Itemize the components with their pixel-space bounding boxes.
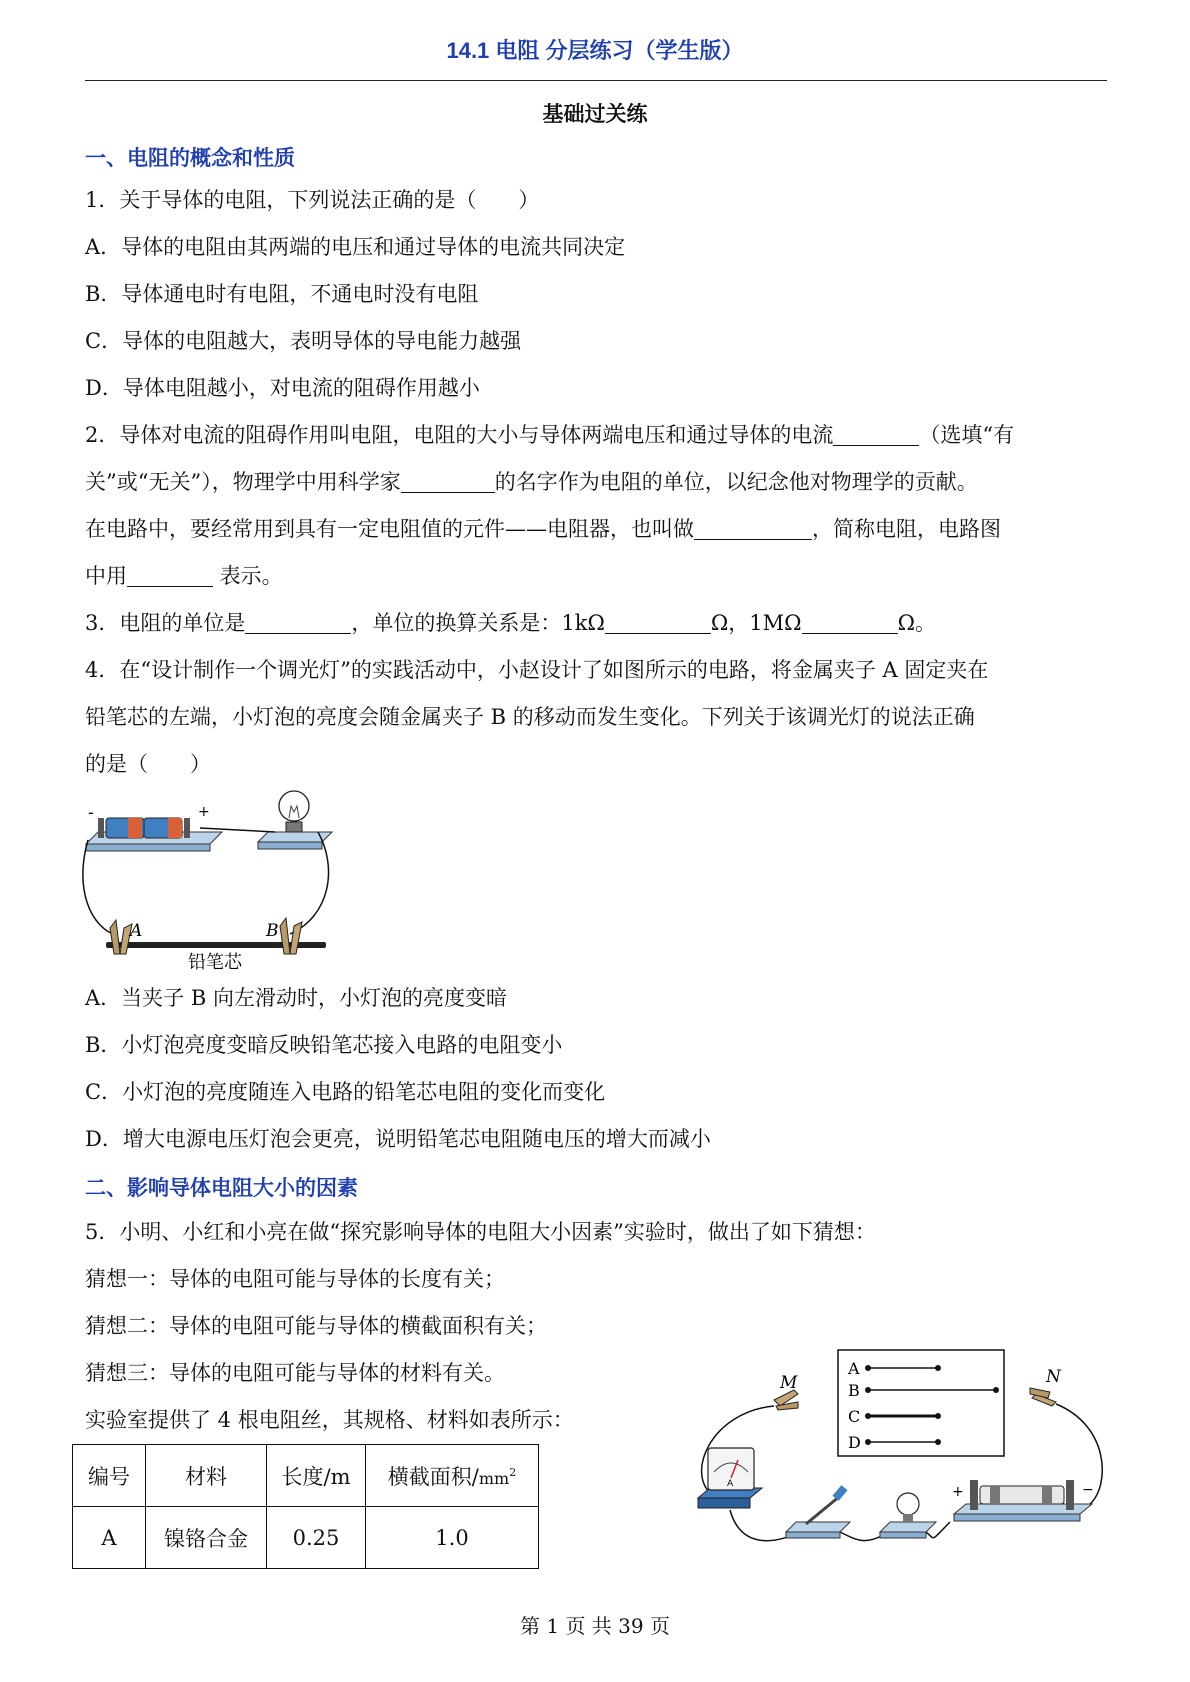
q4-line-1: 4．在“设计制作一个调光灯”的实践活动中，小赵设计了如图所示的电路，将金属夹子 A 固定夹在: [85, 658, 989, 682]
terminal-dot: [865, 1439, 871, 1445]
header-unit: mm: [478, 1468, 510, 1488]
q2-text: 在电路中，要经常用到具有一定电阻值的元件——电阻器，也叫做: [85, 517, 694, 541]
minus-label: −: [1082, 1482, 1094, 1498]
clip-b-icon: [290, 922, 302, 954]
lamp-base: [880, 1522, 936, 1532]
table-cell: 1.0: [366, 1507, 539, 1569]
q2-line-3: [85, 515, 1001, 543]
clip-m-label: M: [780, 1373, 798, 1393]
q2-line-2: [85, 468, 978, 496]
table-row: [73, 1507, 539, 1569]
battery-base-front: [954, 1514, 1080, 1521]
clip-n-label: N: [1046, 1367, 1061, 1387]
pencil-lead-circuit-figure: [80, 788, 360, 970]
section-subtitle: 基础过关练: [542, 103, 648, 126]
q2-line-1: [85, 421, 1014, 449]
table-cell: A: [73, 1507, 146, 1569]
header-unit-exp: 2: [509, 1465, 517, 1479]
page-footer: 第 1 页 共 39 页: [520, 1614, 670, 1638]
wire: [200, 828, 275, 832]
experiment-circuit-figure: [690, 1346, 1120, 1548]
q5-stem: 5．小明、小红和小亮在做“探究影响导体的电阻大小因素”实验时，做出了如下猜想：: [85, 1220, 876, 1244]
terminal-dot: [865, 1387, 871, 1393]
lamp-base-front: [880, 1532, 926, 1538]
q1-option-d: D．导体电阻越小，对电流的阻碍作用越小: [85, 376, 480, 400]
q5-guess-2: 猜想二：导体的电阻可能与导体的横截面积有关；: [85, 1314, 547, 1338]
pencil-lead-caption: 铅笔芯: [188, 952, 242, 970]
terminal-dot: [935, 1439, 941, 1445]
clip-b-label: B: [266, 921, 279, 941]
battery-band: [990, 1486, 1000, 1504]
battery-holder: [1066, 1480, 1074, 1510]
q4-option-c: C．小灯泡的亮度随连入电路的铅笔芯电阻的变化而变化: [85, 1080, 606, 1104]
answer-blank[interactable]: [401, 470, 495, 493]
minus-label: -: [88, 803, 94, 822]
section-heading-1: 一、电阻的概念和性质: [85, 147, 295, 170]
q4-line-3: 的是（ ）: [85, 752, 211, 776]
answer-blank[interactable]: [833, 423, 919, 446]
resistance-wire-board: [838, 1350, 1004, 1456]
wire-label: C: [848, 1407, 861, 1426]
wire: [840, 1532, 886, 1541]
header-rule: [85, 80, 1107, 81]
answer-blank[interactable]: [802, 611, 898, 634]
answer-blank[interactable]: [694, 517, 812, 540]
q1-stem: 1．关于导体的电阻，下列说法正确的是（ ）: [85, 188, 540, 212]
header-text: 横截面积/: [387, 1464, 479, 1489]
battery-holder: [184, 818, 190, 838]
clip-a-icon: [110, 920, 120, 954]
q2-text: 的名字作为电阻的单位，以纪念他对物理学的贡献。: [494, 470, 978, 494]
q5-table-intro: 实验室提供了 4 根电阻丝，其规格、材料如表所示：: [85, 1408, 574, 1432]
plus-label: +: [952, 1484, 964, 1500]
q2-text: ，简称电阻，电路图: [812, 517, 1001, 541]
q1-option-c: C．导体的电阻越大，表明导体的导电能力越强: [85, 329, 522, 353]
ammeter-label: A: [727, 1479, 734, 1489]
battery-base-front: [86, 844, 210, 851]
battery-holder: [98, 818, 104, 838]
clip-a-label: A: [130, 921, 143, 941]
q4-option-b: B．小灯泡亮度变暗反映铅笔芯接入电路的电阻变小: [85, 1033, 563, 1057]
table-header-row: [73, 1445, 539, 1507]
lamp-socket: [903, 1514, 913, 1522]
table-cell: 镍铬合金: [146, 1507, 267, 1569]
q2-text: 关”或“无关”），物理学中用科学家: [85, 470, 401, 494]
q5-guess-3: 猜想三：导体的电阻可能与导体的材料有关。: [85, 1361, 505, 1385]
q1-option-a: A．导体的电阻由其两端的电压和通过导体的电流共同决定: [85, 235, 626, 259]
header-cell: 材料: [146, 1445, 267, 1507]
ammeter-base-front: [698, 1498, 750, 1508]
terminal-dot: [865, 1365, 871, 1371]
q4-line-2: 铅笔芯的左端，小灯泡的亮度会随金属夹子 B 的移动而发生变化。下列关于该调光灯的说法正确: [85, 705, 975, 729]
plus-label: +: [198, 804, 210, 820]
battery-holder: [970, 1480, 978, 1510]
q2-text: 中用: [85, 564, 127, 588]
switch-base-front: [786, 1532, 840, 1538]
lamp-socket: [286, 822, 302, 832]
header-cell: 编号: [73, 1445, 146, 1507]
terminal-dot: [865, 1413, 871, 1419]
wire: [83, 840, 118, 936]
wire-label: A: [848, 1359, 860, 1378]
section-heading-2: 二、影响导体电阻大小的因素: [85, 1177, 358, 1200]
lamp-base-front: [258, 842, 322, 849]
q3-text: ，单位的换算关系是：1kΩ: [351, 611, 605, 635]
light-bulb-icon: [897, 1493, 919, 1515]
answer-blank[interactable]: [127, 564, 213, 587]
clip-b-icon: [280, 918, 290, 954]
q3-text: Ω。: [897, 611, 936, 635]
q2-text: 表示。: [213, 564, 283, 588]
q3-line: [85, 609, 936, 637]
light-bulb-icon: [279, 791, 309, 821]
header-cell: 长度/m: [267, 1445, 366, 1507]
answer-blank[interactable]: [245, 611, 351, 634]
q5-guess-1: 猜想一：导体的电阻可能与导体的长度有关；: [85, 1267, 505, 1291]
q1-option-b: B．导体通电时有电阻，不通电时没有电阻: [85, 282, 479, 306]
battery-band: [168, 818, 182, 838]
terminal-dot: [935, 1413, 941, 1419]
table-cell: 0.25: [267, 1507, 366, 1569]
q4-option-d: D．增大电源电压灯泡会更亮，说明铅笔芯电阻随电压的增大而减小: [85, 1127, 711, 1151]
q3-text: 3．电阻的单位是: [85, 611, 246, 635]
q2-text: 2．导体对电流的阻碍作用叫电阻，电阻的大小与导体两端电压和通过导体的电流: [85, 423, 834, 447]
battery-band: [1042, 1486, 1052, 1504]
switch-base: [786, 1522, 850, 1532]
q2-line-4: [85, 562, 283, 590]
header-cell: [366, 1445, 539, 1507]
wire-label: B: [848, 1381, 860, 1400]
page-title: 14.1 电阻 分层练习（学生版）: [446, 38, 744, 63]
terminal-dot: [993, 1387, 999, 1393]
wire-spec-table: [72, 1444, 539, 1569]
answer-blank[interactable]: [605, 611, 711, 634]
terminal-dot: [935, 1365, 941, 1371]
q2-text: （选填“有: [919, 423, 1015, 447]
q3-text: Ω，1MΩ: [710, 611, 802, 635]
wire-label: D: [848, 1433, 861, 1452]
switch-knife-icon: [806, 1496, 840, 1524]
q4-option-a: A．当夹子 B 向左滑动时，小灯泡的亮度变暗: [85, 986, 507, 1010]
battery-band: [128, 818, 142, 838]
